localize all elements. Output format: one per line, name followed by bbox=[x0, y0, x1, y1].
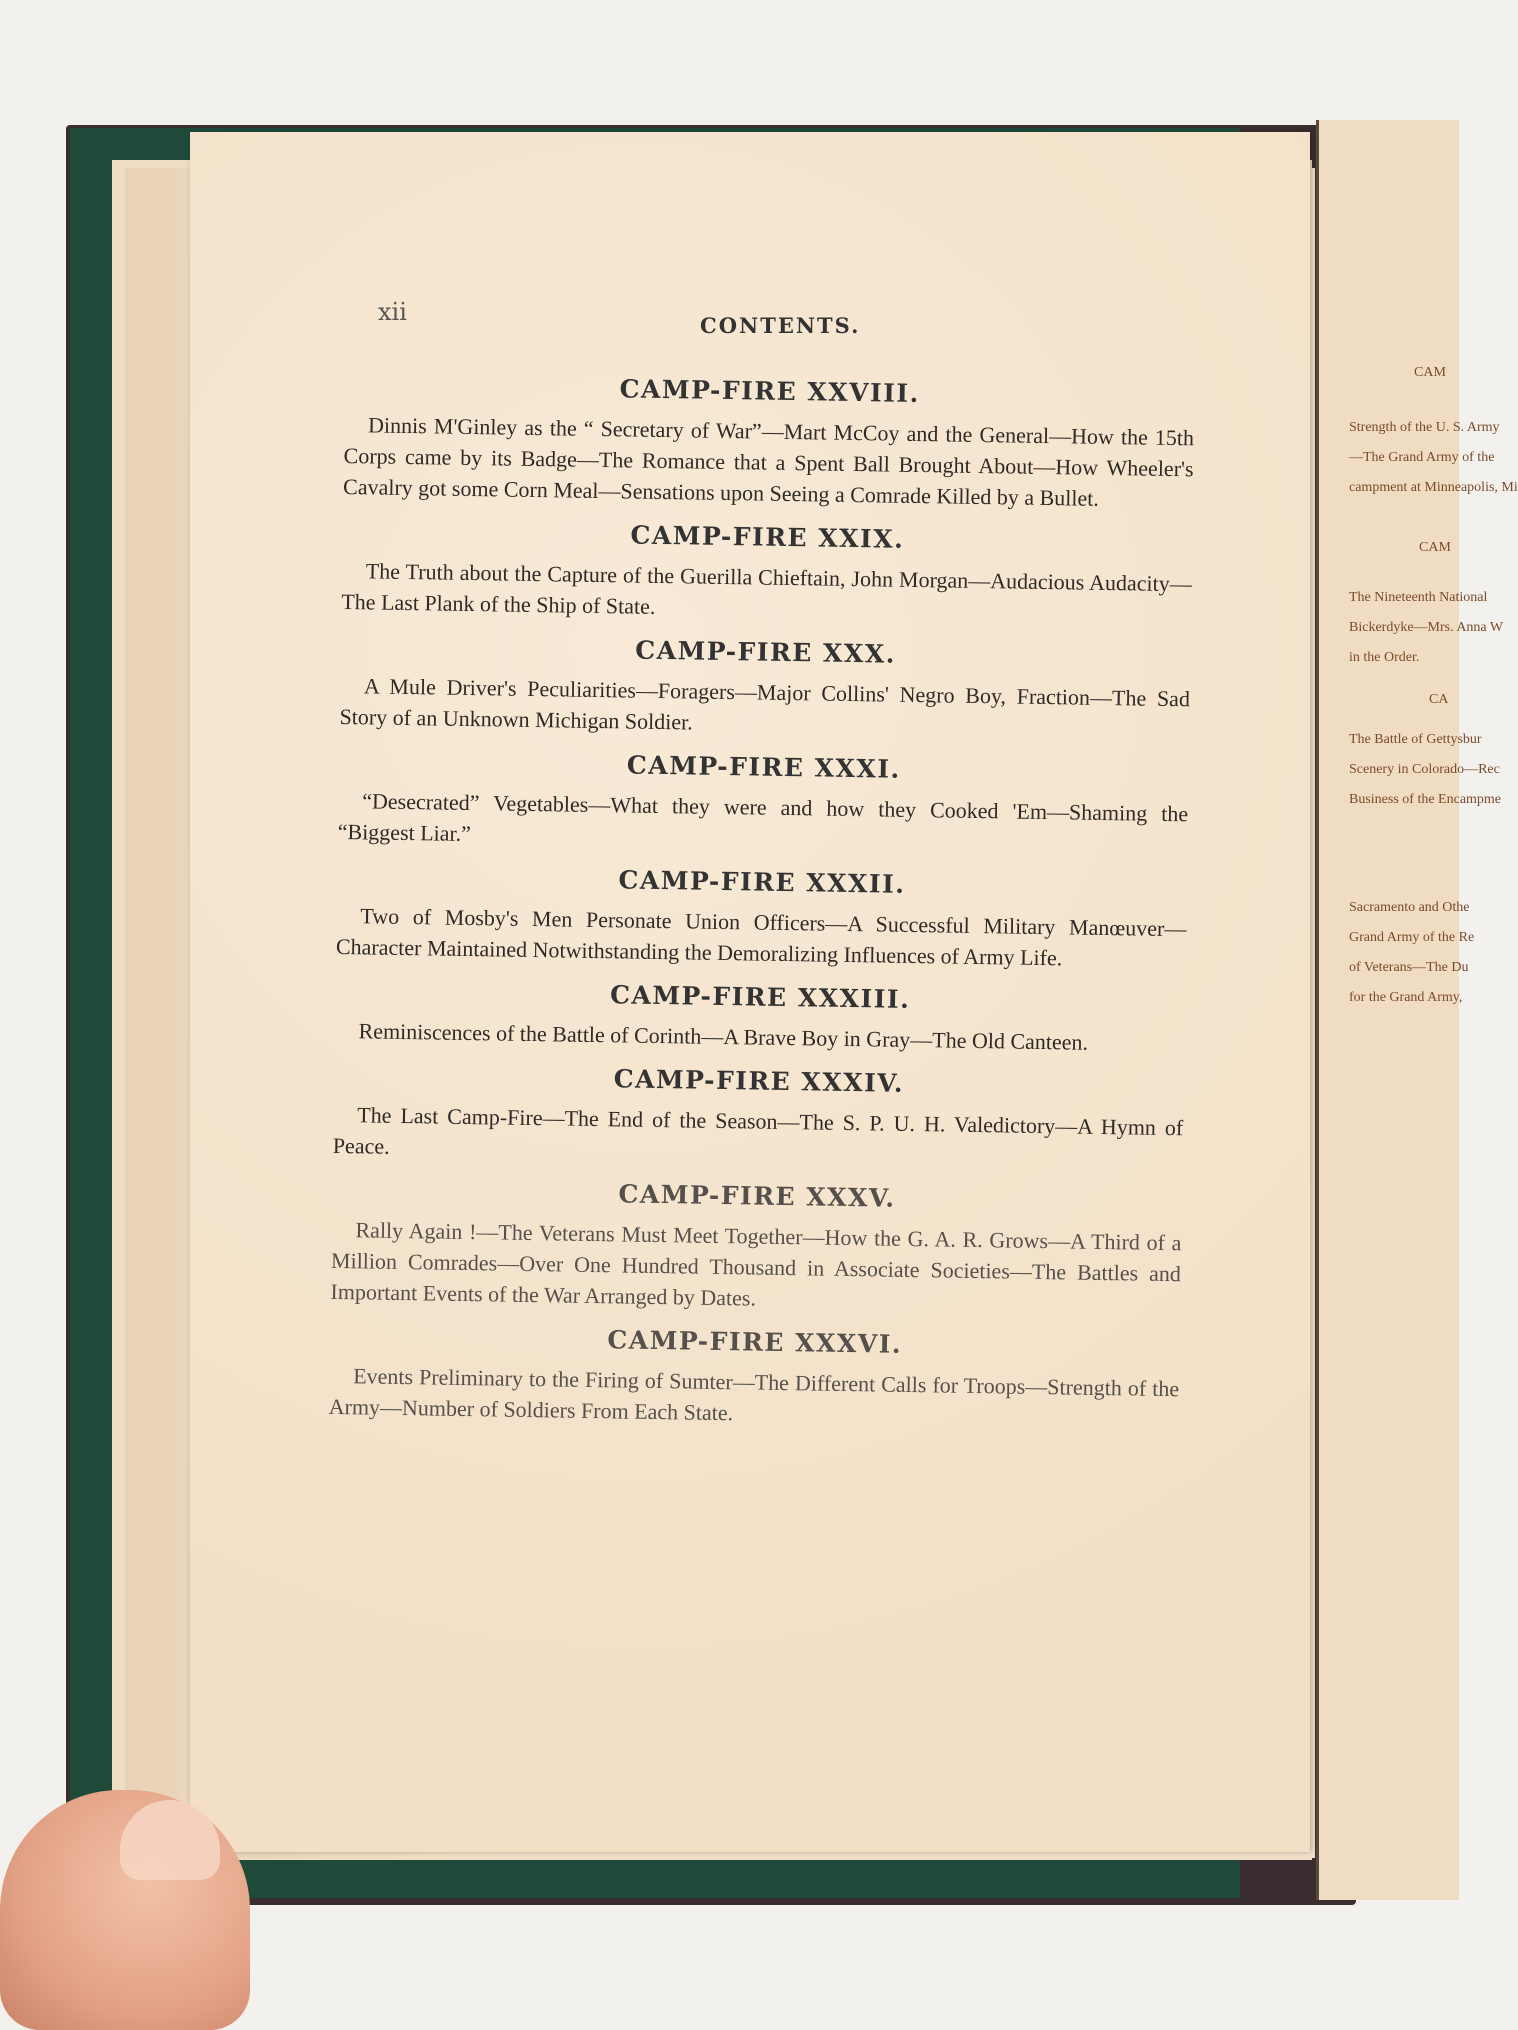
facing-page-line: campment at Minneapolis, Mi bbox=[1349, 480, 1518, 495]
facing-page-line: in the Order. bbox=[1349, 650, 1420, 665]
facing-page-line: of Veterans—The Du bbox=[1349, 960, 1469, 975]
facing-page-line: Strength of the U. S. Army bbox=[1349, 420, 1500, 435]
contents-entry bbox=[341, 516, 1192, 630]
contents-entry bbox=[330, 1175, 1182, 1320]
facing-page bbox=[1316, 120, 1518, 1900]
page-number: xii bbox=[378, 298, 407, 326]
facing-page-line: CAM bbox=[1419, 540, 1451, 555]
facing-page-line: Grand Army of the Re bbox=[1349, 930, 1475, 945]
facing-page-line: CA bbox=[1429, 692, 1449, 707]
entry-summary: The Truth about the Capture of the Guerilla Chieftain, John Morgan—Audacious Audacity—The Last Plank of the Ship of State. bbox=[341, 558, 1192, 619]
contents-entry bbox=[334, 976, 1185, 1059]
contents-entry bbox=[328, 1321, 1179, 1435]
entry-title: CAMP-FIRE XXX. bbox=[635, 635, 897, 669]
facing-page-line: Sacramento and Othe bbox=[1349, 900, 1470, 915]
entry-summary: Reminiscences of the Battle of Corinth—A Brave Boy in Gray—The Old Canteen. bbox=[358, 1018, 1089, 1055]
contents-entry bbox=[336, 861, 1187, 975]
facing-page-line: The Battle of Gettysbur bbox=[1349, 732, 1482, 747]
entry-summary: “Desecrated” Vegetables—What they were and how they Cooked 'Em—Shaming the “Biggest Liar.” bbox=[337, 788, 1189, 847]
entry-title: CAMP-FIRE XXIX. bbox=[630, 520, 905, 554]
entry-summary: Rally Again !—The Veterans Must Meet Together—How the G. A. R. Grows—A Third of a Million Comrades—Over One Hundred Thousand in Associate Societies—The Battles and Important Events of the War Arranged by Dates. bbox=[330, 1217, 1182, 1311]
entry-summary: Dinnis M'Ginley as the “ Secretary of War”—Mart McCoy and the General—How the 15th Corps came by its Badge—The Romance that a Spent Ball Brought About—How Wheeler's Cavalry got some Corn Meal—Sensations upon Seeing a Comrade Killed by a Bullet. bbox=[342, 412, 1195, 511]
entry-title: CAMP-FIRE XXXI. bbox=[626, 750, 901, 784]
facing-page-line: Scenery in Colorado—Rec bbox=[1349, 762, 1500, 777]
entry-title: CAMP-FIRE XXXII. bbox=[618, 865, 906, 899]
entry-summary: The Last Camp-Fire—The End of the Season—The S. P. U. H. Valedictory—A Hymn of Peace. bbox=[332, 1102, 1184, 1159]
contents-entry bbox=[333, 1060, 1184, 1174]
entry-summary: Events Preliminary to the Firing of Sumter—The Different Calls for Troops—Strength of the Army—Number of Soldiers From Each State. bbox=[328, 1363, 1180, 1426]
contents-entry bbox=[338, 746, 1189, 860]
entry-title: CAMP-FIRE XXXVI. bbox=[607, 1325, 903, 1359]
facing-page-line: CAM bbox=[1414, 365, 1446, 380]
entry-title: CAMP-FIRE XXXIV. bbox=[613, 1064, 905, 1098]
facing-page-line: —The Grand Army of the bbox=[1349, 450, 1495, 465]
facing-page-line: for the Grand Army, bbox=[1349, 990, 1463, 1005]
contents-list bbox=[328, 370, 1195, 1449]
entry-title: CAMP-FIRE XXXIII. bbox=[609, 980, 911, 1014]
contents-entry bbox=[343, 370, 1195, 515]
running-head: CONTENTS. bbox=[700, 313, 861, 338]
facing-page-line: The Nineteenth National bbox=[1349, 590, 1488, 605]
entry-title: CAMP-FIRE XXXV. bbox=[618, 1179, 896, 1213]
entry-summary: A Mule Driver's Peculiarities—Foragers—Major Collins' Negro Boy, Fraction—The Sad Story of an Unknown Michigan Soldier. bbox=[339, 673, 1191, 735]
facing-page-line: Bickerdyke—Mrs. Anna W bbox=[1349, 620, 1504, 635]
facing-page-line: Business of the Encampme bbox=[1349, 792, 1502, 807]
entry-title: CAMP-FIRE XXVIII. bbox=[619, 374, 921, 409]
contents-entry bbox=[339, 631, 1190, 745]
entry-summary: Two of Mosby's Men Personate Union Officers—A Successful Military Manœuver—Character Maintained Notwithstanding the Demoralizing Influences of Army Life. bbox=[335, 903, 1187, 971]
